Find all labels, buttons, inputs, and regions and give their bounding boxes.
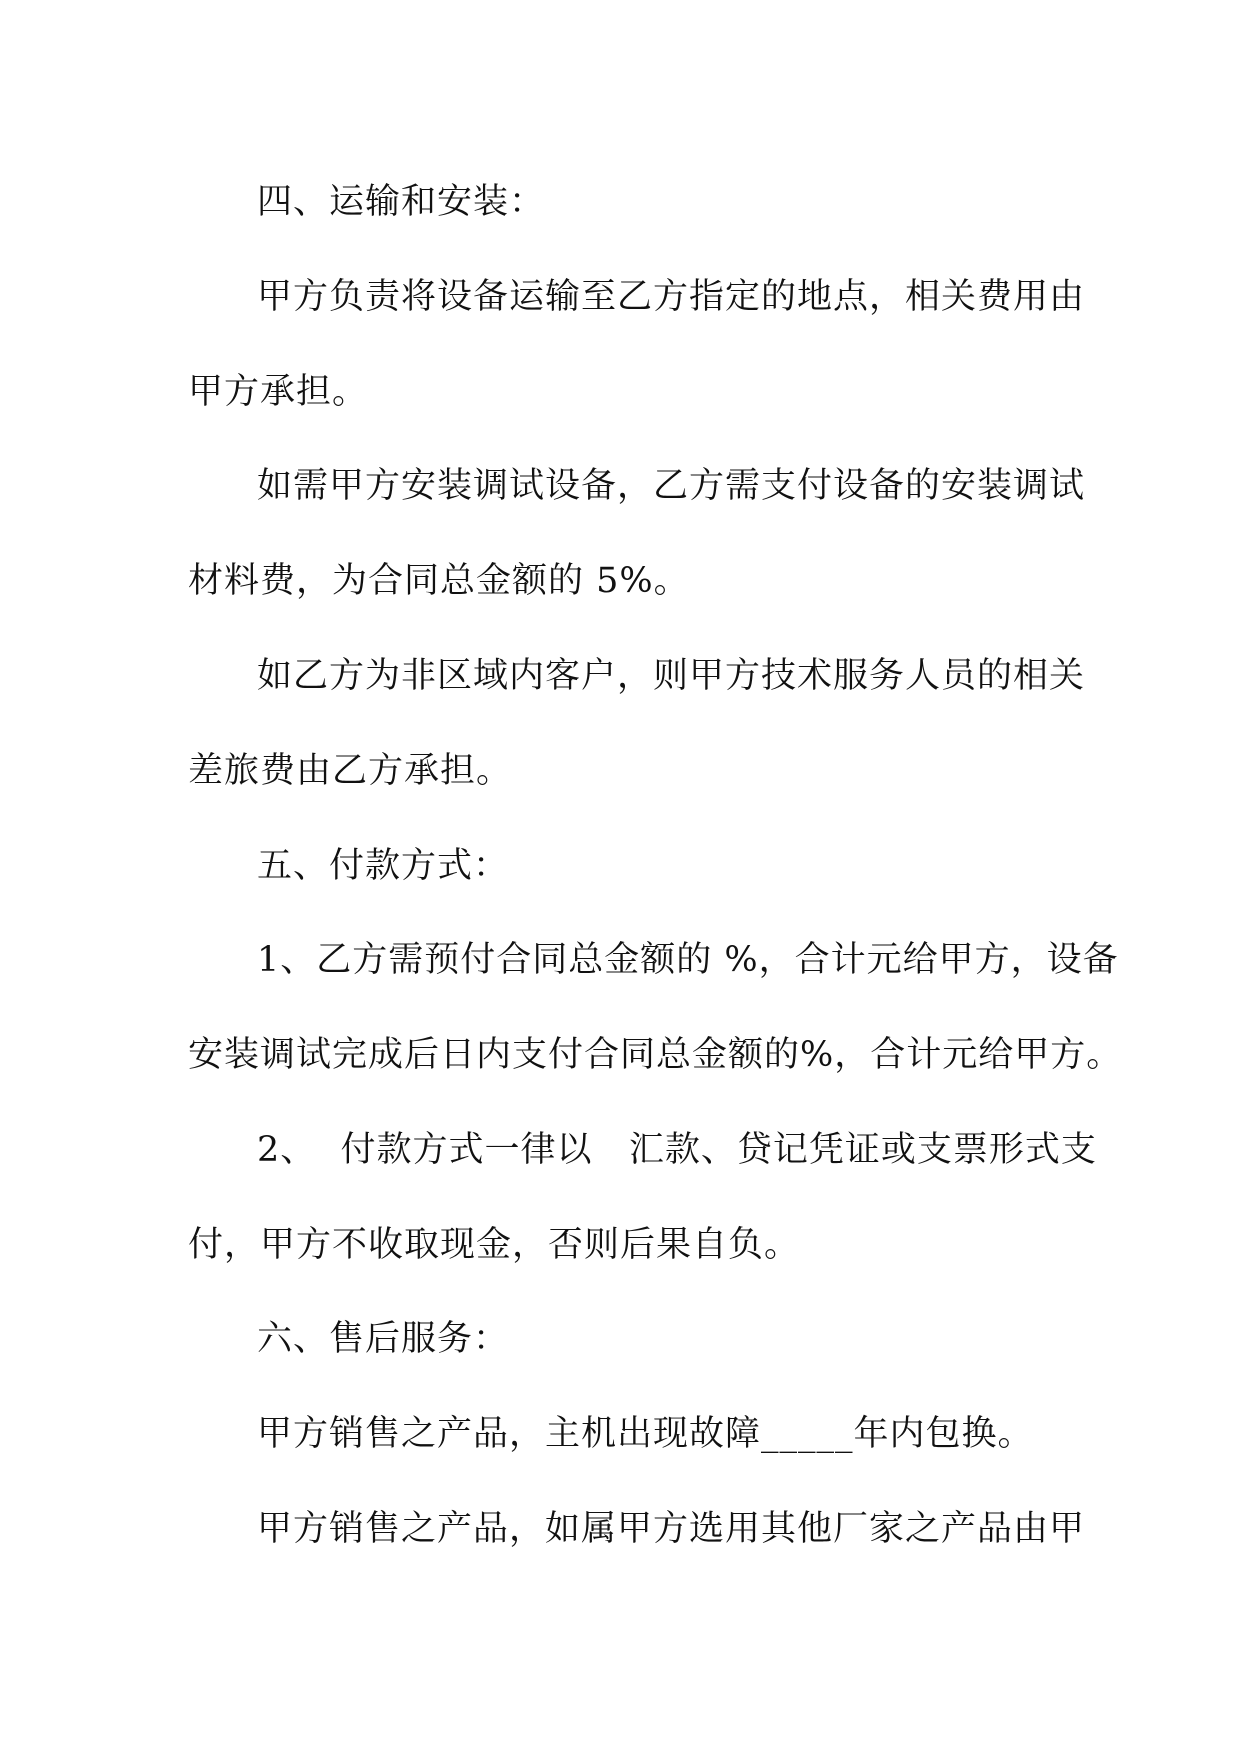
paragraph-line: 如需甲方安装调试设备，乙方需支付设备的安装调试 [257,466,1086,506]
section-heading-transport: 四、运输和安装： [257,182,546,222]
paragraph-line: 甲方负责将设备运输至乙方指定的地点，相关费用由 [257,277,1086,317]
paragraph-line: 安装调试完成后日内支付合同总金额的%，合计元给甲方。 [188,1035,1123,1075]
paragraph-line: 差旅费由乙方承担。 [188,751,513,791]
paragraph-line: 如乙方为非区域内客户，则甲方技术服务人员的相关 [257,656,1086,696]
paragraph-line: 甲方销售之产品，主机出现故障_____年内包换。 [257,1414,1034,1454]
paragraph-line: 材料费，为合同总金额的 5%。 [188,561,690,601]
paragraph-line: 付，甲方不收取现金，否则后果自负。 [188,1225,801,1265]
paragraph-line: 甲方销售之产品，如属甲方选用其他厂家之产品由甲 [257,1509,1086,1549]
paragraph-line: 甲方承担。 [188,372,369,412]
section-heading-after-sales: 六、售后服务： [257,1319,510,1359]
section-heading-payment: 五、付款方式： [257,846,510,886]
paragraph-line: 1、乙方需预付合同总金额的 %，合计元给甲方，设备 [257,940,1119,980]
paragraph-line: 2、 付款方式一律以 汇款、贷记凭证或支票形式支 [257,1130,1097,1170]
